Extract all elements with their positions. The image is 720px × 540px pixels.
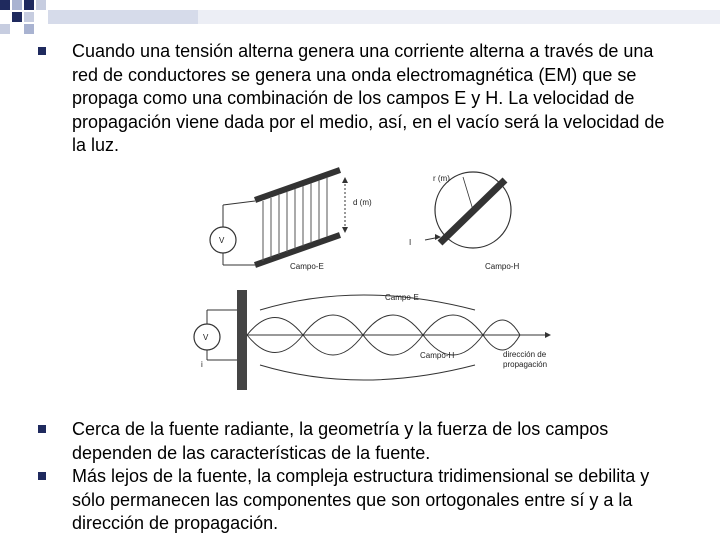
bullet-text-intro: Cuando una tensión alterna genera una corriente alterna a través de una red de conductores se genera una onda electromagnética (EM) que se propaga como una combinación de los campos E y H. La velocidad de propagación viene dada por el medio, así, en el vacío será la velocidad de la luz. — [72, 41, 665, 155]
campo-h-diagram — [425, 172, 511, 248]
bullet-item — [38, 40, 678, 158]
label-v-bottom: V — [203, 333, 209, 342]
campo-e-diagram — [210, 170, 348, 265]
label-d: d (m) — [353, 198, 372, 207]
corner-decoration — [0, 0, 720, 40]
bullet-text-far-field: Más lejos de la fuente, la compleja estructura tridimensional se debilita y sólo permanecen las componentes que son ortogonales entre sí y a la dirección de propagación. — [72, 466, 650, 533]
bullet-item — [38, 418, 678, 465]
propagation-diagram — [194, 290, 551, 390]
bullet-marker — [38, 425, 46, 433]
bullet-text-near-field: Cerca de la fuente radiante, la geometría y la fuerza de los campos dependen de las características de la fuente. — [72, 419, 609, 463]
label-direccion-line2: propagación — [503, 360, 548, 369]
label-campo-h-top: Campo-H — [485, 262, 520, 271]
label-campo-h-mid: Campo-H — [420, 351, 455, 360]
em-wave-figure — [185, 165, 555, 395]
label-i-top: I — [409, 238, 412, 247]
label-direccion-line1: dirección de — [503, 350, 547, 359]
label-campo-e-top: Campo-E — [290, 262, 324, 271]
bullet-marker — [38, 47, 46, 55]
bullet-item — [38, 465, 678, 536]
label-campo-e-mid: Campo-E — [385, 293, 419, 302]
label-v-top: V — [219, 236, 225, 245]
label-r: r (m) — [433, 174, 450, 183]
bullet-marker — [38, 472, 46, 480]
label-i-bottom: i — [201, 360, 203, 369]
